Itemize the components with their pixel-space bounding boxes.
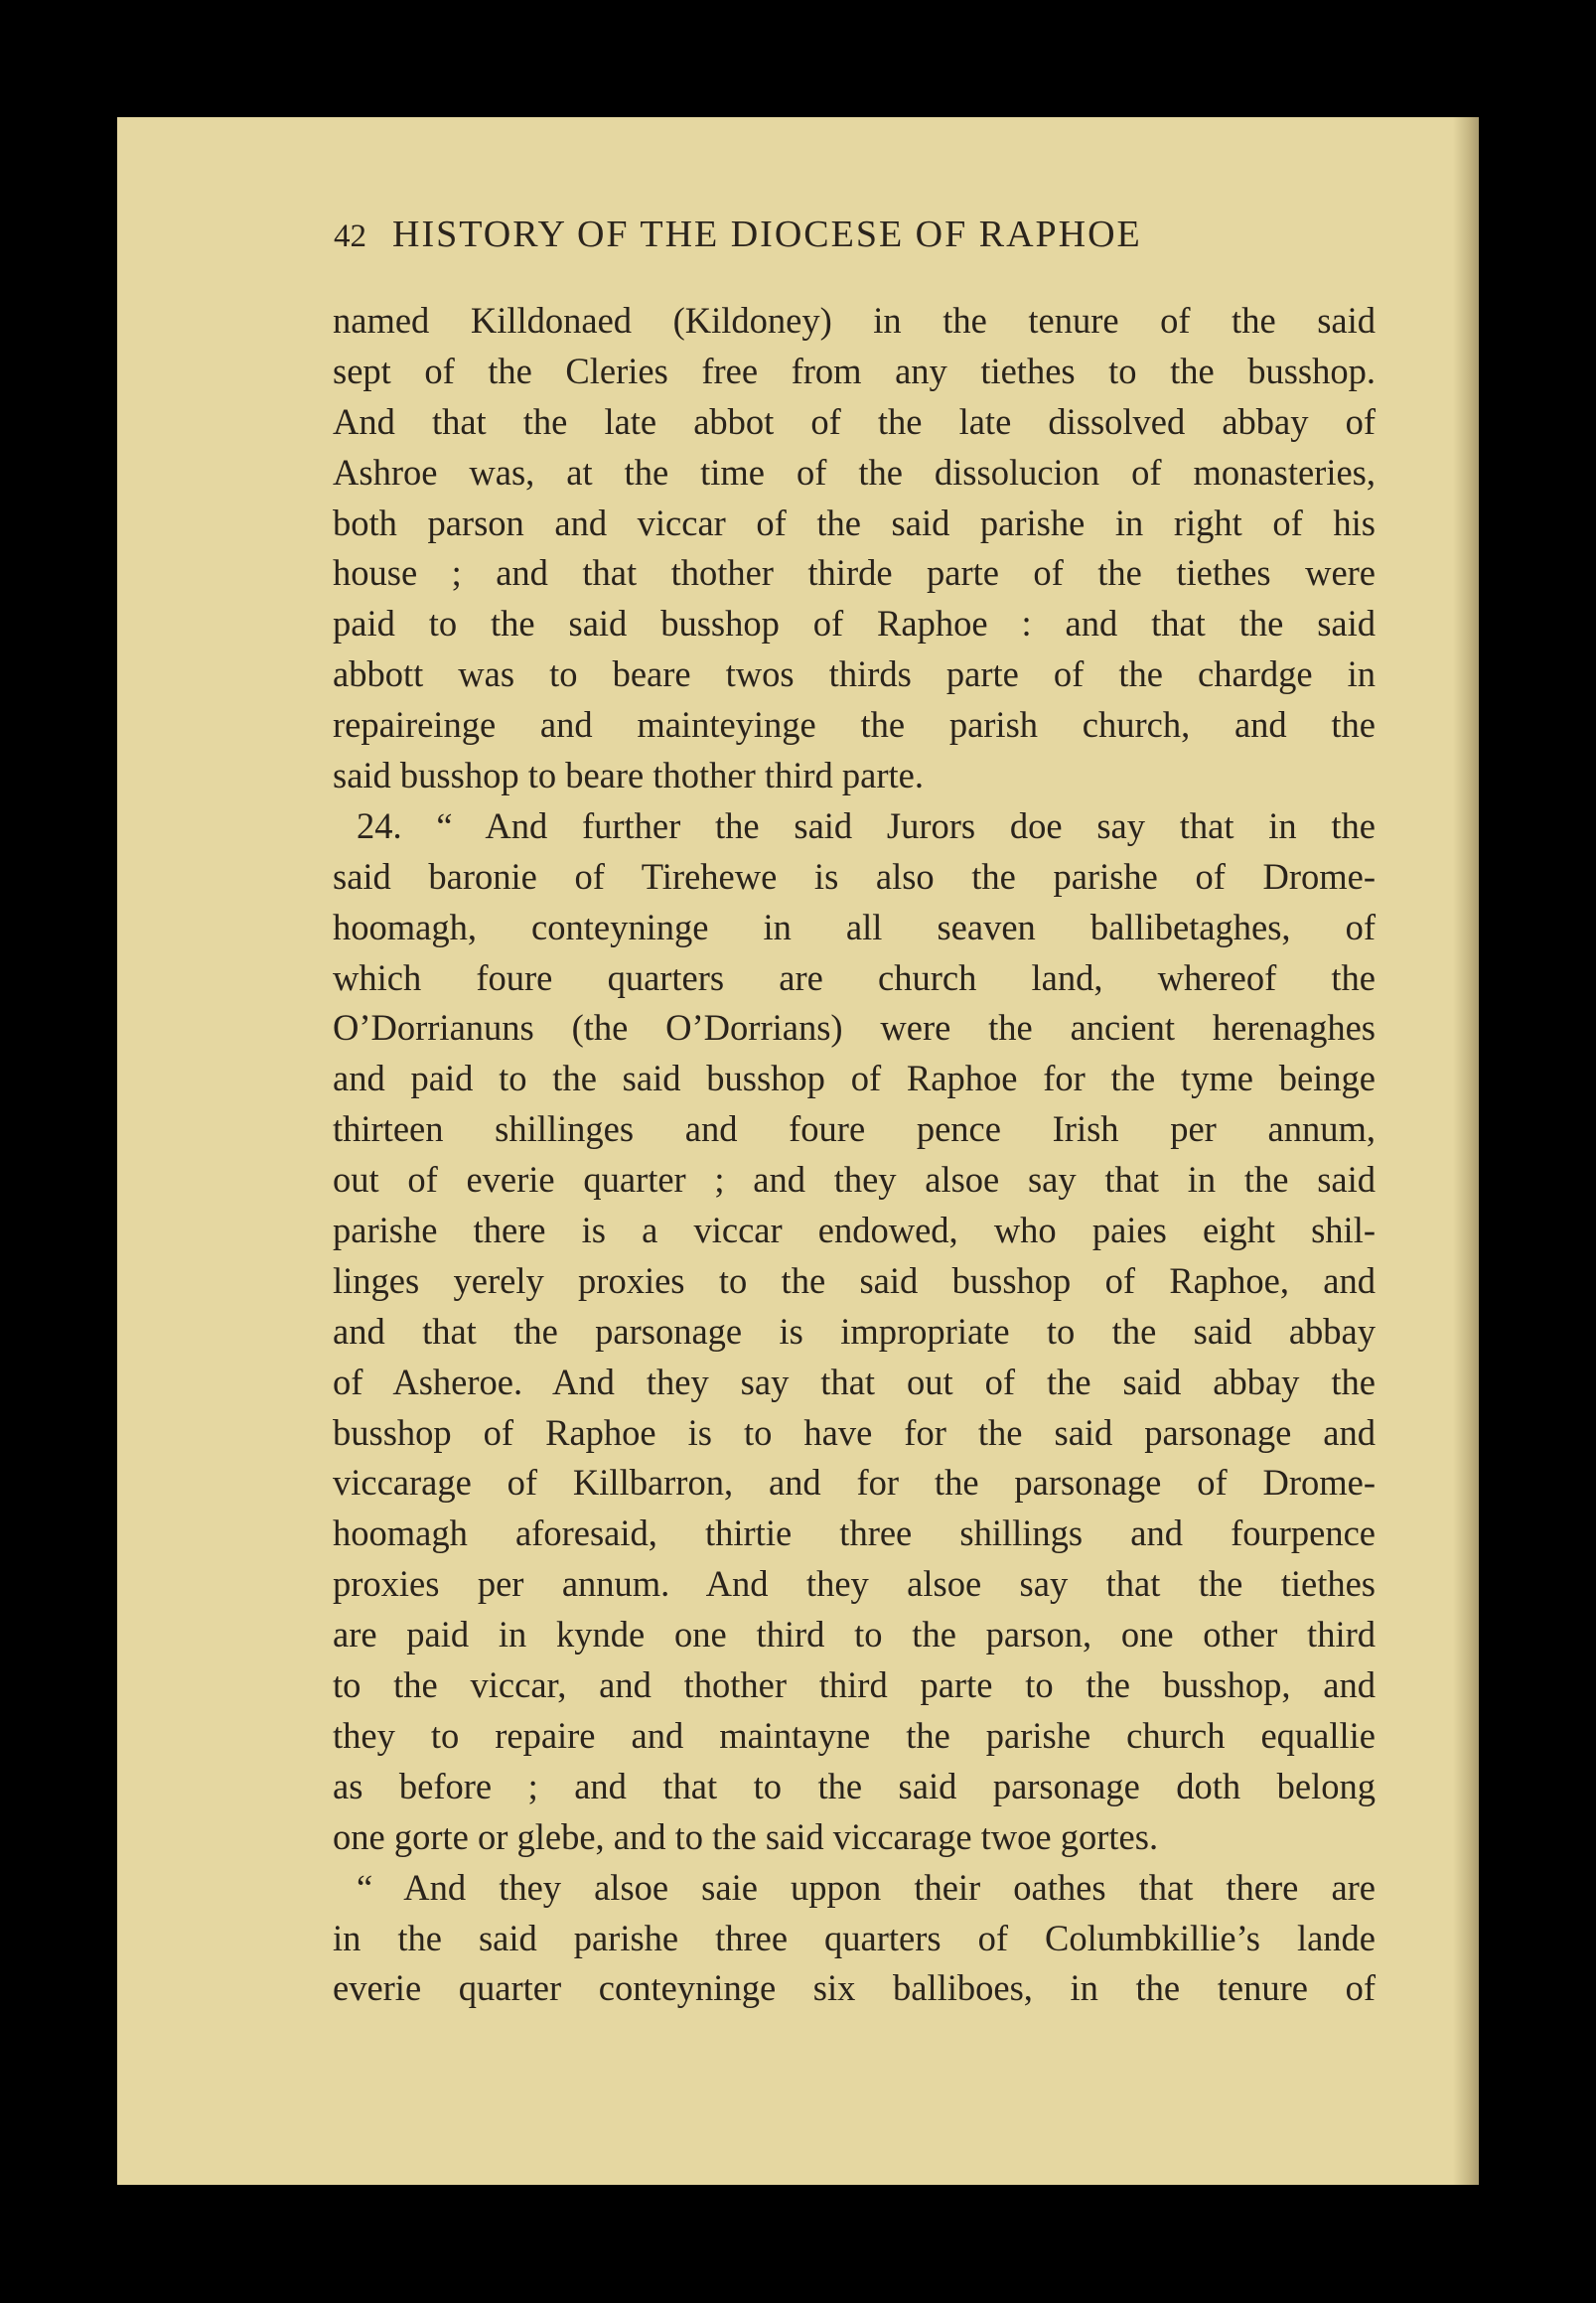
text-line: linges yerely proxies to the said busshop of Raphoe, and	[333, 1259, 1376, 1301]
text-line: everie quarter conteyninge six balliboes, in the tenure of	[333, 1967, 1376, 2009]
text-line: said busshop to beare thother third parte.	[333, 755, 924, 796]
text-line: “ And they alsoe saie uppon their oathes that there are	[357, 1866, 1376, 1908]
text-line: out of everie quarter ; and they alsoe say that in the said	[333, 1159, 1376, 1201]
text-line: of Asheroe. And they say that out of the said abbay the	[333, 1361, 1376, 1402]
text-line: one gorte or glebe, and to the said viccarage twoe gortes.	[333, 1815, 1159, 1857]
text-line: paid to the said busshop of Raphoe : and that the said	[333, 603, 1376, 645]
text-line: hoomagh, conteyninge in all seaven ballibetaghes, of	[333, 906, 1376, 947]
text-line: parishe there is a viccar endowed, who paies eight shil-	[333, 1210, 1376, 1251]
text-line: they to repaire and maintayne the parishe church equallie	[333, 1714, 1376, 1756]
text-line: proxies per annum. And they alsoe say that the tiethes	[333, 1563, 1376, 1605]
text-line: hoomagh aforesaid, thirtie three shillings and fourpence	[333, 1512, 1376, 1554]
text-line: named Killdonaed (Kildoney) in the tenure of the said	[333, 300, 1376, 341]
text-line: said baronie of Tirehewe is also the parishe of Drome-	[333, 855, 1376, 897]
text-line: 24. “ And further the said Jurors doe say that in the	[357, 804, 1376, 846]
running-title: HISTORY OF THE DIOCESE OF RAPHOE	[392, 214, 1142, 255]
text-line: busshop of Raphoe is to have for the said parsonage and	[333, 1411, 1376, 1453]
body-text	[333, 296, 1376, 2014]
text-line: Ashroe was, at the time of the dissolucion of monasteries,	[333, 451, 1376, 493]
text-line: to the viccar, and thother third parte to the busshop, and	[333, 1664, 1376, 1706]
text-line: thirteen shillinges and foure pence Irish per annum,	[333, 1108, 1376, 1150]
text-line: And that the late abbot of the late dissolved abbay of	[333, 400, 1376, 442]
text-line: sept of the Cleries free from any tiethes to the busshop.	[333, 350, 1376, 391]
text-line: viccarage of Killbarron, and for the parsonage of Drome-	[333, 1462, 1376, 1504]
page-header	[334, 213, 1426, 272]
book-page	[117, 117, 1479, 2185]
text-line: and paid to the said busshop of Raphoe for the tyme beinge	[333, 1058, 1376, 1099]
text-line: repaireinge and mainteyinge the parish church, and the	[333, 704, 1376, 746]
text-line: both parson and viccar of the said parishe in right of his	[333, 502, 1376, 543]
text-line: are paid in kynde one third to the parson, one other third	[333, 1614, 1376, 1655]
text-line: in the said parishe three quarters of Columbkillie’s lande	[333, 1917, 1376, 1958]
text-line: abbott was to beare twos thirds parte of the chardge in	[333, 653, 1376, 695]
text-line: as before ; and that to the said parsonage doth belong	[333, 1765, 1376, 1806]
page-number: 42	[334, 218, 366, 254]
text-line: and that the parsonage is impropriate to the said abbay	[333, 1310, 1376, 1352]
text-line: house ; and that thother thirde parte of the tiethes were	[333, 552, 1376, 594]
text-line: O’Dorrianuns (the O’Dorrians) were the ancient herenaghes	[333, 1007, 1376, 1049]
text-line: which foure quarters are church land, whereof the	[333, 956, 1376, 998]
